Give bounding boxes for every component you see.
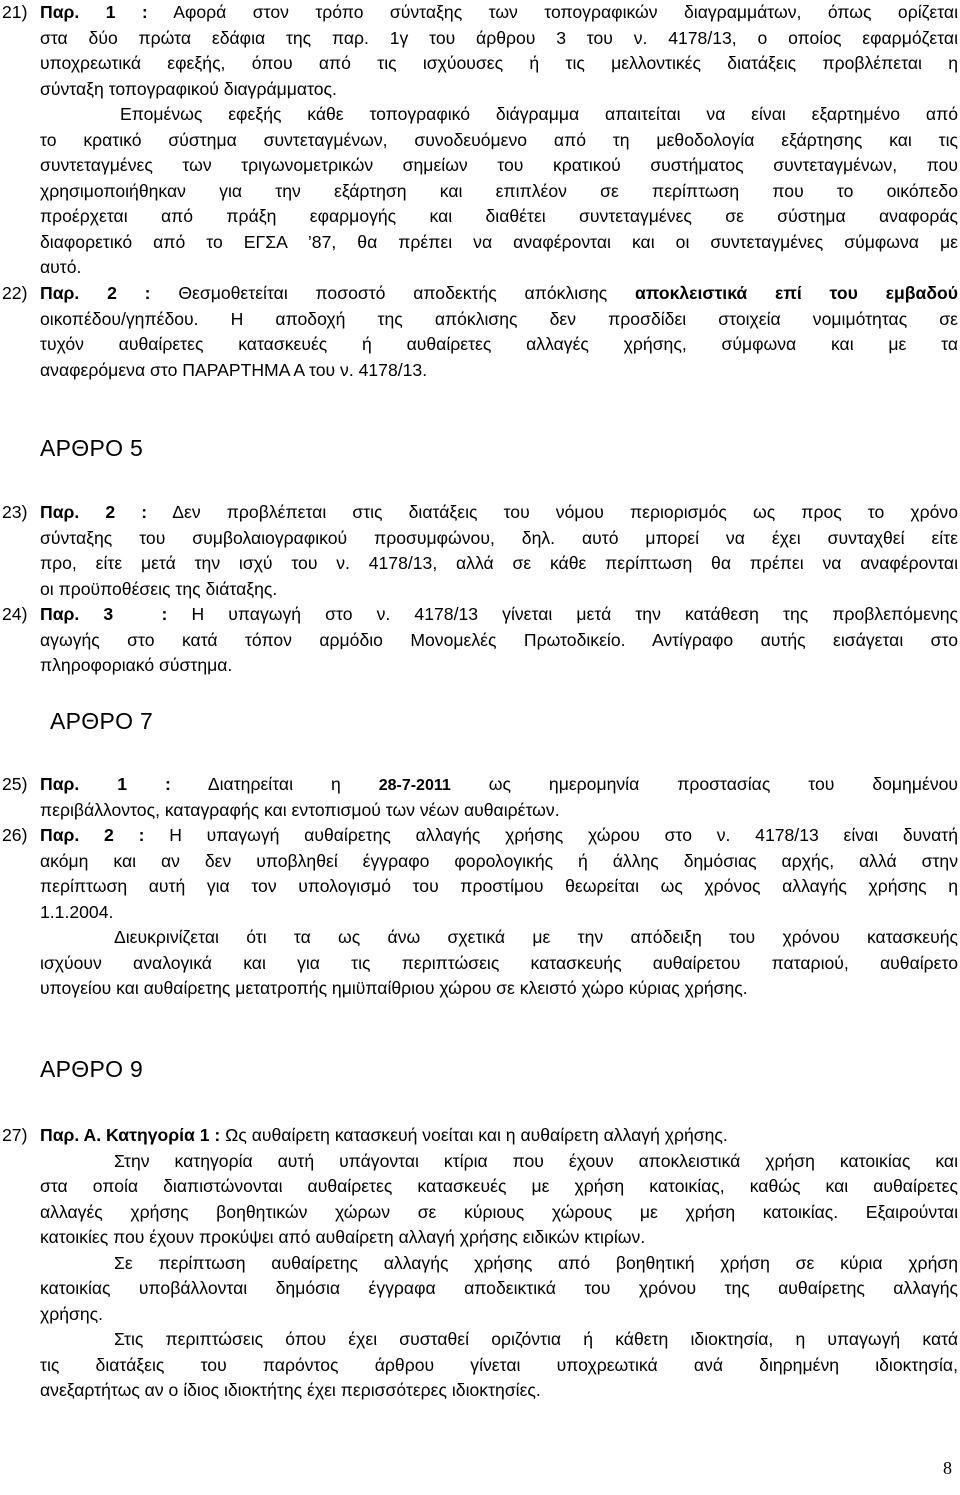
text-line: Στις περιπτώσεις όπου έχει συσταθεί οριζόντια ή κάθετη ιδιοκτησία, η υπαγωγή κατά bbox=[114, 1329, 958, 1349]
item-25-line-1 bbox=[2, 772, 958, 798]
text: Η υπαγωγή στο ν. 4178/13 γίνεται μετά την κατάθεση της προβλεπόμενης bbox=[191, 604, 959, 624]
text: Η υπαγωγή αυθαίρετης αλλαγής χρήσης χώρου στο ν. 4178/13 είναι δυνατή bbox=[169, 825, 958, 845]
text-line: Σε περίπτωση αυθαίρετης αλλαγής χρήσης από βοηθητική χρήση σε κύρια χρήση bbox=[114, 1252, 958, 1273]
page-number: 8 bbox=[943, 1458, 952, 1478]
article-heading: ΑΡΘΡΟ 7 bbox=[50, 708, 154, 734]
item-number: 23) bbox=[2, 502, 28, 522]
item-26-line-1 bbox=[2, 823, 958, 849]
text-line: Διευκρινίζεται ότι τα ως άνω σχετικά με την απόδειξη του χρόνου κατασκευής bbox=[114, 927, 958, 947]
paragraph-ref: Παρ. bbox=[40, 774, 80, 794]
item-number: 26) bbox=[2, 825, 28, 845]
text-line: περίπτωση αυτή για τον υπολογισμό του προστίμου θεωρείται ως χρόνος αλλαγής χρήσης η bbox=[40, 876, 958, 896]
paragraph-ref: Παρ. 1 : bbox=[40, 2, 148, 22]
paragraph-ref: Παρ. Α. Κατηγορία 1 : bbox=[40, 1125, 221, 1145]
text: Δεν προβλέπεται στις διατάξεις του νόμου περιορισμός ως προς το χρόνο bbox=[172, 502, 959, 522]
text-line: συντεταγμένες των τριγωνομετρικών σημείων του κρατικού συστήματος συντεταγμένων, που bbox=[40, 155, 958, 175]
text-line: τις διατάξεις του παρόντος άρθρου γίνεται υποχρεωτικά ανά διηρημένη ιδιοκτησία, bbox=[40, 1354, 958, 1375]
item-23-line-1 bbox=[2, 500, 958, 526]
text-line: αυτό. bbox=[40, 257, 82, 277]
text-line: οι προϋποθέσεις της διάταξης. bbox=[40, 578, 278, 599]
item-25 bbox=[2, 772, 958, 823]
item-21-line-3: υποχρεωτικά εφεξής, όπου από τις ισχύουσες ή τις μελλοντικές διατάξεις προβλέπεται η bbox=[40, 53, 958, 73]
item-23 bbox=[2, 500, 958, 602]
paragraph-ref-number: 2 : bbox=[104, 825, 145, 845]
protection-date: 28-7-2011 bbox=[378, 777, 451, 794]
item-26 bbox=[2, 823, 958, 1002]
item-22 bbox=[2, 281, 958, 383]
text-line: υπογείου και αυθαίρετης μετατροπής ημιϋπαίθριου χώρου σε κλειστό χώρο κύριας χρήσης. bbox=[40, 978, 748, 998]
text-line: το κρατικό σύστημα συντεταγμένων, συνοδευόμενο από τη μεθοδολογία εξάρτησης και τις bbox=[40, 129, 958, 150]
text-line: σύνταξης του συμβολαιογραφικού προσυμφώνου, δηλ. αυτό μπορεί να έχει συνταχθεί είτε bbox=[40, 527, 958, 548]
text: Αφορά στον τρόπο σύνταξης των τοπογραφικών διαγραμμάτων, όπως ορίζεται bbox=[173, 2, 958, 22]
item-21-paragraph-2 bbox=[2, 102, 958, 281]
text-line: κατοικίες που έχουν προκύψει από αυθαίρετη αλλαγή χρήσης ειδικών κτιρίων. bbox=[40, 1227, 646, 1247]
text-line: προέρχεται από πράξη εφαρμογής και διαθέτει συντεταγμένες σε σύστημα αναφοράς bbox=[40, 206, 958, 226]
item-number: 21) bbox=[2, 2, 28, 22]
text-line: στα οποία διαπιστώνονται αυθαίρετες κατασκευές με χρήση κατοικίας, καθώς και αυθαίρετες bbox=[40, 1176, 958, 1196]
paragraph-ref-colon: : bbox=[161, 604, 168, 624]
text-line: ακόμη και αν δεν υποβληθεί έγγραφο φορολογικής ή άλλης δημόσιας αρχής, αλλά στην bbox=[40, 850, 958, 871]
emphasis: αποκλειστικά επί του εμβαδού bbox=[635, 283, 958, 303]
item-27-line-1 bbox=[2, 1123, 958, 1149]
article-heading: ΑΡΘΡΟ 9 bbox=[40, 1056, 144, 1082]
paragraph-ref: Παρ. bbox=[40, 502, 80, 522]
text-line: αλλαγές χρήσης βοηθητικών χώρων σε κύριους χώρους με χρήση κατοικίας. Εξαιρούνται bbox=[40, 1201, 958, 1222]
text-line: Στην κατηγορία αυτή υπάγονται κτίρια που έχουν αποκλειστικά χρήση κατοικίας και bbox=[114, 1150, 958, 1171]
text-line: διαφορετικό από το ΕΓΣΑ ’87, θα πρέπει να αναφέρονται και οι συντεταγμένες σύμφωνα με bbox=[40, 231, 958, 252]
paragraph-ref-number: 1 : bbox=[117, 774, 171, 794]
item-27 bbox=[2, 1123, 958, 1404]
text-line: αναφερόμενα στο ΠΑΡΑΡΤΗΜΑ Α του ν. 4178/13. bbox=[40, 359, 428, 380]
text-line: οικοπέδου/γηπέδου. Η αποδοχή της απόκλισης δεν προσδίδει στοιχεία νομιμότητας σε bbox=[40, 308, 958, 329]
text-line: κατοικίας υποβάλλονται δημόσια έγγραφα αποδεικτικά του χρόνου της αυθαίρετης αλλαγής bbox=[40, 1278, 958, 1298]
text: Θεσμοθετείται ποσοστό αποδεκτής απόκλισης bbox=[178, 283, 608, 303]
text-line: προ, είτε μετά την ισχύ του ν. 4178/13, αλλά σε κάθε περίπτωση θα πρέπει να αναφέρονται bbox=[40, 553, 958, 573]
item-22-line-1 bbox=[2, 281, 958, 307]
item-24 bbox=[2, 602, 958, 679]
item-number: 25) bbox=[2, 774, 28, 794]
text-line: χρήσης. bbox=[40, 1303, 104, 1324]
text-line: χρησιμοποιήθηκαν για την εξάρτηση και επιπλέον σε περίπτωση που το οικόπεδο bbox=[40, 180, 958, 201]
item-21-line-1 bbox=[2, 0, 958, 26]
paragraph-ref: Παρ. bbox=[40, 604, 80, 624]
item-number: 24) bbox=[2, 604, 28, 624]
paragraph-ref-number: 2 : bbox=[107, 283, 151, 303]
text-line: περιβάλλοντος, καταγραφής και εντοπισμού των νέων αυθαιρέτων. bbox=[40, 799, 560, 820]
text: Ως αυθαίρετη κατασκευή νοείται και η αυθαίρετη αλλαγή χρήσης. bbox=[225, 1125, 728, 1145]
text-line: 1.1.2004. bbox=[40, 901, 114, 922]
text-line: πληροφοριακό σύστημα. bbox=[40, 655, 233, 675]
paragraph-ref: Παρ. bbox=[40, 283, 80, 303]
item-number: 27) bbox=[2, 1125, 28, 1145]
text: Διατηρείται η bbox=[207, 774, 341, 794]
item-21 bbox=[2, 0, 958, 102]
text-line: ισχύουν αναλογικά και για τις περιπτώσεις κατασκευής αυθαίρετου παταριού, αυθαίρετο bbox=[40, 952, 958, 973]
text-line: ανεξαρτήτως αν ο ίδιος ιδιοκτήτης έχει περισσότερες ιδιοκτησίες. bbox=[40, 1380, 541, 1400]
text: ως ημερομηνία προστασίας του δομημένου bbox=[488, 774, 959, 794]
paragraph-ref-number: 3 bbox=[103, 604, 114, 624]
text-line: Επομένως εφεξής κάθε τοπογραφικό διάγραμμα απαιτείται να είναι εξαρτημένο από bbox=[120, 104, 958, 124]
text-line: τυχόν αυθαίρετες κατασκευές ή αυθαίρετες αλλαγές χρήσης, σύμφωνα και με τα bbox=[40, 334, 958, 354]
paragraph-ref: Παρ. bbox=[40, 825, 80, 845]
item-21-line-2: στα δύο πρώτα εδάφια της παρ. 1γ του άρθρου 3 του ν. 4178/13, ο οποίος εφαρμόζεται bbox=[40, 27, 958, 48]
item-24-line-1 bbox=[2, 602, 958, 628]
item-21-line-4: σύνταξη τοπογραφικού διαγράμματος. bbox=[40, 78, 337, 99]
text-line: αγωγής στο κατά τόπον αρμόδιο Μονομελές Πρωτοδικείο. Αντίγραφο αυτής εισάγεται στο bbox=[40, 629, 958, 650]
paragraph-ref-number: 2 : bbox=[105, 502, 148, 522]
item-number: 22) bbox=[2, 283, 28, 303]
article-heading: ΑΡΘΡΟ 5 bbox=[40, 435, 144, 461]
